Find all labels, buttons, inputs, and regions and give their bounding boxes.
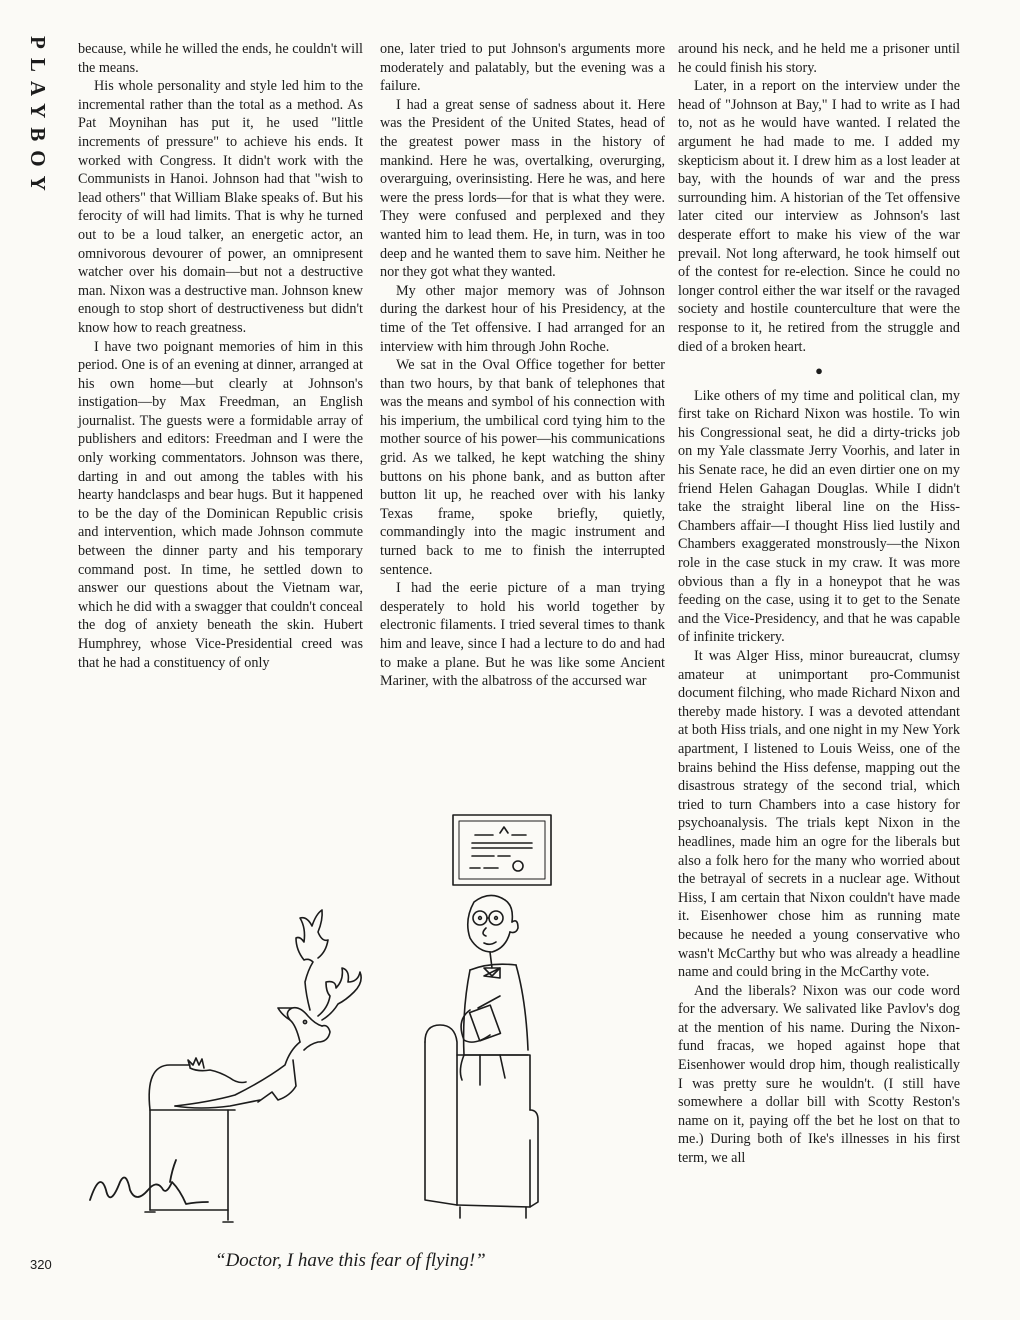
wall-diploma	[453, 815, 551, 885]
paragraph: Like others of my time and political clan, my first take on Richard Nixon was hostile. To win his Congressional seat, he did a dirty-tricks job on my Yale classmate Jerry Voorhis, and later in his Senate race, he did an even dirtier one on my friend Helen Gahagan Douglas. While I didn't take the straight liberal line on the Hiss-Chambers affair—I thought Hiss lied lustily and Chambers exaggerated monstrously—the Nixon role in the case stuck in my craw. It was more obvious than a fly in a honeypot that he was feeding on the case, using it to get to the Senate and the Vice-Presidency, and that he was capable of infinite trickery.	[678, 387, 960, 646]
paragraph: And the liberals? Nixon was our code word for the adversary. We salivated like Pavlov's dog at the mention of his name. During the Nixon-fund fracas, we hoped against hope that Eisenhower would drop him, though realistically I was pretty sure he wouldn't. (I still have somewhere a dollar bill with Scotty Reston's name on it, paying off the bet he lost on that to me.) During both of Ike's illnesses in his first term, we all	[678, 982, 960, 1167]
paragraph: around his neck, and he held me a prisoner until he could finish his story.	[678, 41, 960, 76]
paragraph: My other major memory was of Johnson during the darkest hour of his Presidency, at the time of the Tet offensive. I had arranged for an interview with him through John Roche.	[380, 282, 665, 355]
paragraph: because, while he willed the ends, he couldn't will the means.	[78, 41, 363, 76]
paragraph: We sat in the Oval Office together for better than two hours, by that bank of telephones that was the means and symbol of his connection with his imperium, the umbilical cord tying him to the mother source of his power—his communications grid. As we talked, he kept watching the shiny buttons on his phone bank, and as button after button lit up, he reached over with his lanky Texas frame, spoke briefly, quietly, commandingly into the magic instrument and turned back to me to finish the interrupted sentence.	[380, 357, 665, 578]
magazine-running-title	[22, 36, 52, 200]
text-column-3	[678, 40, 960, 1168]
page-number: 320	[30, 1257, 52, 1272]
psychiatrist	[460, 895, 528, 1085]
artist-signature	[90, 1160, 208, 1204]
magazine-name: PLAYBOY	[26, 36, 50, 200]
paragraph: I had the eerie picture of a man trying desperately to hold his world together by electronic filaments. I tried several times to thank him and leave, since I had a lecture to do and had to make a plane. But he was like some Ancient Mariner, with the albatross of the accursed war	[380, 580, 665, 690]
cartoon-illustration	[60, 810, 600, 1240]
text-column-2	[380, 40, 665, 691]
paragraph: Later, in a report on the interview under the head of "Johnson at Bay," I had to write as I had to, not as he would have wanted. I related the argument he had made to me. I added my skepticism about it. I drew him as a lost leader at bay, with the hounds of war and the press surrounding him. A historian of the Tet offensive later cited our interview as Johnson's last desperate effort to make his view of the war prevail. Not long afterward, he took himself out of the contest for re-election. Since he could no longer control either the war itself or the ravaged society and hostile counterculture that were the response to it, he retired from the struggle and died of a broken heart.	[678, 78, 960, 355]
cartoon-caption: “Doctor, I have this fear of flying!”	[215, 1250, 486, 1271]
psychiatrist-couch	[145, 1065, 235, 1222]
moose-patient	[175, 910, 361, 1108]
text-column-1	[78, 40, 363, 672]
armchair	[425, 1025, 538, 1218]
section-break-bullet: ●	[815, 363, 823, 379]
paragraph: one, later tried to put Johnson's arguments more moderately and palatably, but the evening was a failure.	[380, 41, 665, 95]
paragraph: It was Alger Hiss, minor bureaucrat, clumsy amateur at unimportant pro-Communist document filching, who made Richard Nixon and thereby made history. I was a devoted attendant at both Hiss trials, and one night in my New York apartment, I listened to Louis Weiss, one of the brains behind the Hiss defense, mapping out the disastrous strategy of the second trial, which tried to turn Chambers into a case history for psychoanalysis. The trials kept Nixon in the headlines, made him an ogre for the liberals but also a folk hero for the many who worried about the betrayal of secrets in a nuclear age. Without Hiss, I am certain that Nixon couldn't have made it. Eisenhower chose him as running mate because he needed a young conservative who wasn't McCarthy but who was already a headline name and could bring in the McCarthy vote.	[678, 648, 960, 981]
paragraph: I had a great sense of sadness about it. Here was the President of the United States, head of the greatest power mass in the history of mankind. Here he was, overtalking, overurging, overarguing, overinsisting. Here he was, and here were the press lords—for that is what they were. They were confused and perplexed and they wanted him to lead them. He, in turn, was in too deep and he wanted them to save him. Neither he nor they got what they wanted.	[380, 96, 665, 281]
paragraph: His whole personality and style led him to the incremental rather than the total as a method. As Pat Moynihan has put it, he used "little increments of pressure" to achieve his ends. It worked with Congress. It didn't work with the Communists in Hanoi. Johnson had that "wish to lead others" that William Blake speaks of. But his ferocity of will had limits. That is why he turned out to be a loud talker, an energetic actor, an omnivorous devourer of power, an omnipresent watcher over his domain—but not a destructive man. Nixon was a destructive man. Johnson knew enough to stop short of destructiveness but didn't know how to reach greatness.	[78, 78, 363, 336]
paragraph: I have two poignant memories of him in this period. One is of an evening at dinner, arranged at his own home—but clearly at Johnson's instigation—by Max Freedman, an English journalist. The guests were a formidable array of publishers and editors: Freedman and I were the only working commentators. Johnson was there, darting in and out among the tables with his hearty handclasps and bear hugs. But it happened to be the day of the Dominican Republic crisis and intervention, which made Johnson commute between the dinner party and his temporary command post. In time, he settled down to answer our questions about the Vietnam war, which he did with a swagger that couldn't conceal the dog of anxiety beneath the skin. Hubert Humphrey, whose Vice-Presidential creed was that he had a constituency of only	[78, 338, 363, 671]
